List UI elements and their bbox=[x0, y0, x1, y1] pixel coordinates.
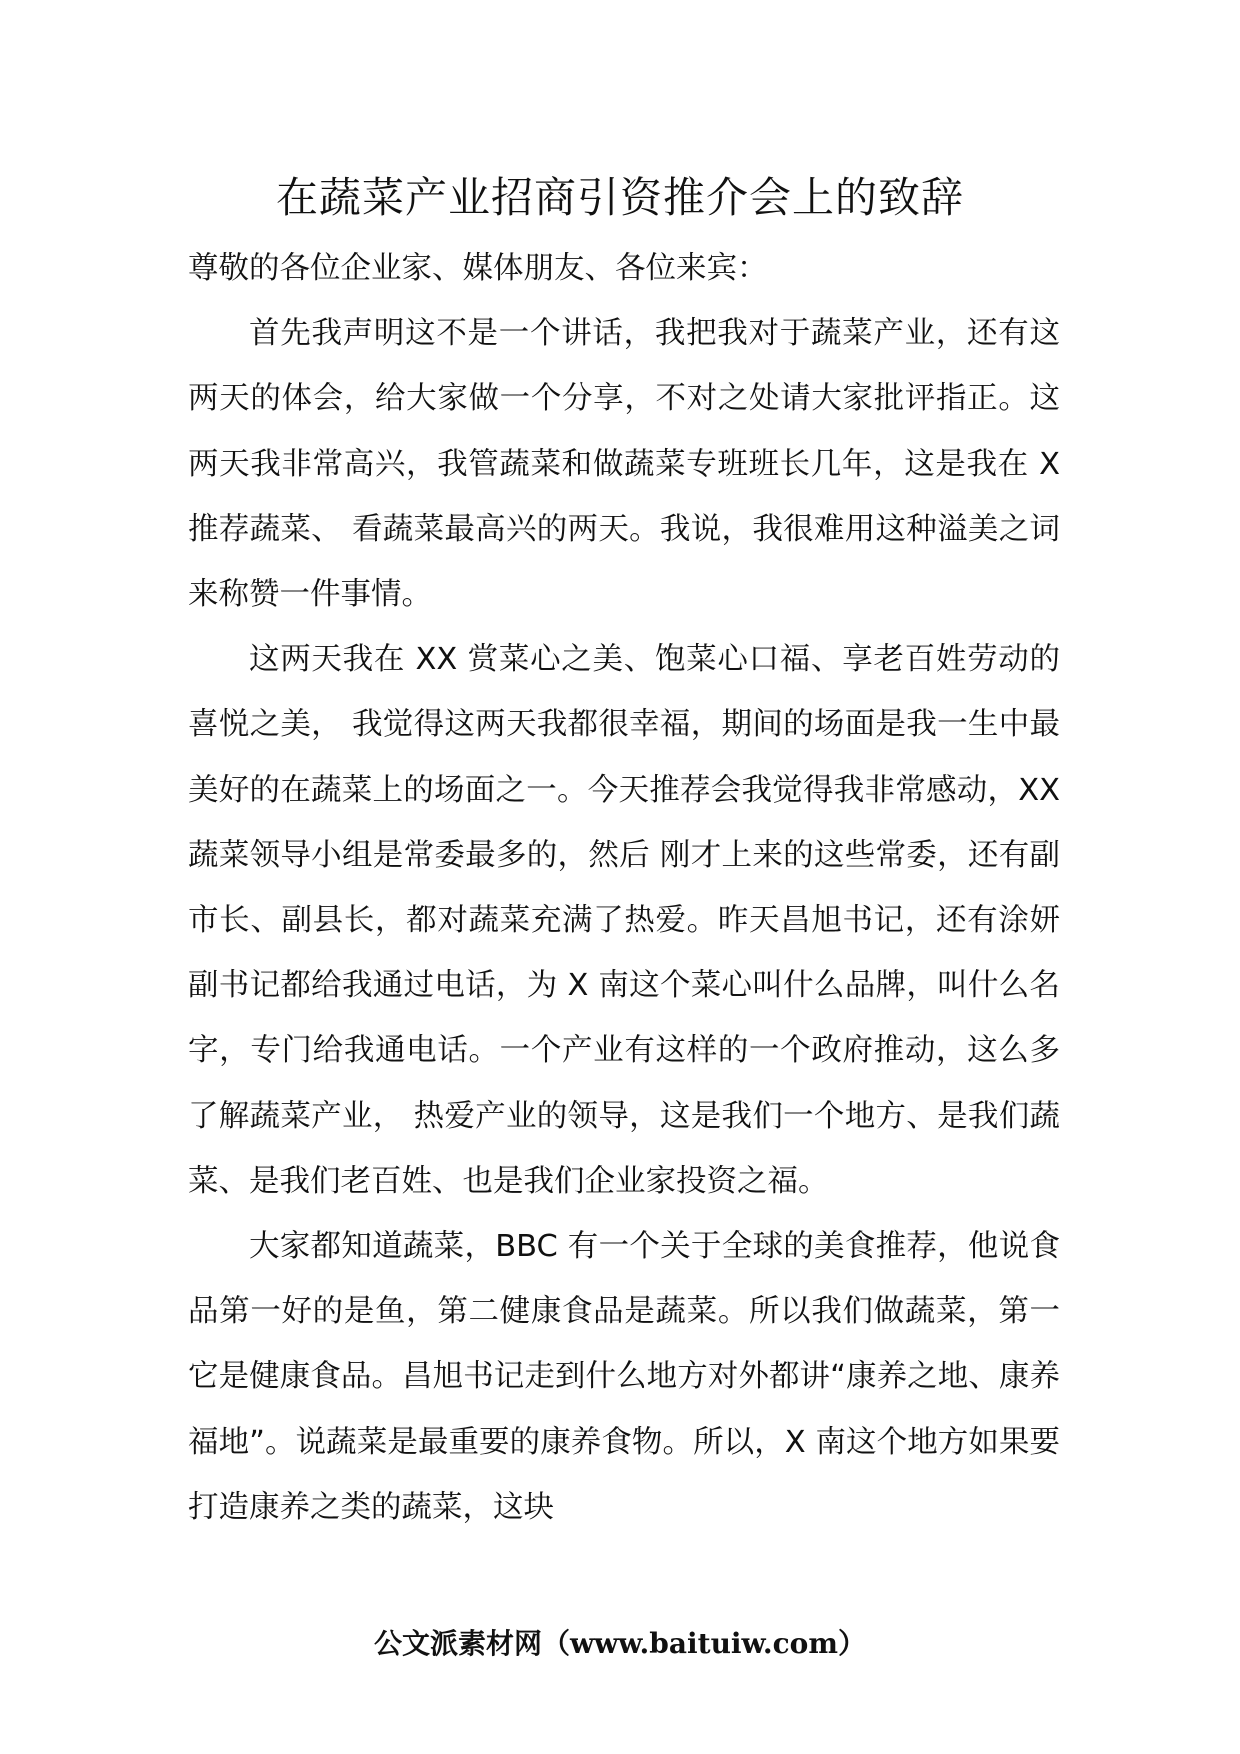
paragraph-3: 大家都知道蔬菜，BBC 有一个关于全球的美食推荐，他说食品第一好的是鱼，第二健康食品是蔬菜。所以我们做蔬菜，第一它是健康食品。昌旭书记走到什么地方对外都讲“康养之地、康养福地”。说蔬菜是最重要的康养食物。所以，X 南这个地方如果要打造康养之类的蔬菜，这块 bbox=[188, 1229, 1060, 1525]
document-body bbox=[188, 236, 1060, 1540]
salutation: 尊敬的各位企业家、媒体朋友、各位来宾： bbox=[188, 251, 768, 286]
paragraph-2: 这两天我在 XX 赏菜心之美、饱菜心口福、享老百姓劳动的喜悦之美， 我觉得这两天我都很幸福，期间的场面是我一生中最美好的在蔬菜上的场面之一。今天推荐会我觉得我非常感动，XX 蔬菜领导小组是常委最多的，然后 刚才上来的这些常委，还有副市长、副县长，都对蔬菜充满了热爱。昨天昌旭书记，还有涂妍副书记都给我通过电话，为 X 南这个菜心叫什么品牌，叫什么名字，专门给我通电话。一个产业有这样的一个政府推动，这么多了解蔬菜产业， 热爱产业的领导，这是我们一个地方、是我们蔬菜、是我们老百姓、也是我们企业家投资之福。 bbox=[188, 642, 1060, 1199]
footer-watermark: 公文派素材网（www.baituiw.com） bbox=[374, 1627, 866, 1660]
document-title: 在蔬菜产业招商引资推介会上的致辞 bbox=[275, 173, 964, 222]
paragraph-1: 首先我声明这不是一个讲话，我把我对于蔬菜产业，还有这两天的体会，给大家做一个分享，不对之处请大家批评指正。这两天我非常高兴，我管蔬菜和做蔬菜专班班长几年，这是我在 X 推荐蔬菜、 看蔬菜最高兴的两天。我说，我很难用这种溢美之词来称赞一件事情。 bbox=[188, 316, 1060, 613]
